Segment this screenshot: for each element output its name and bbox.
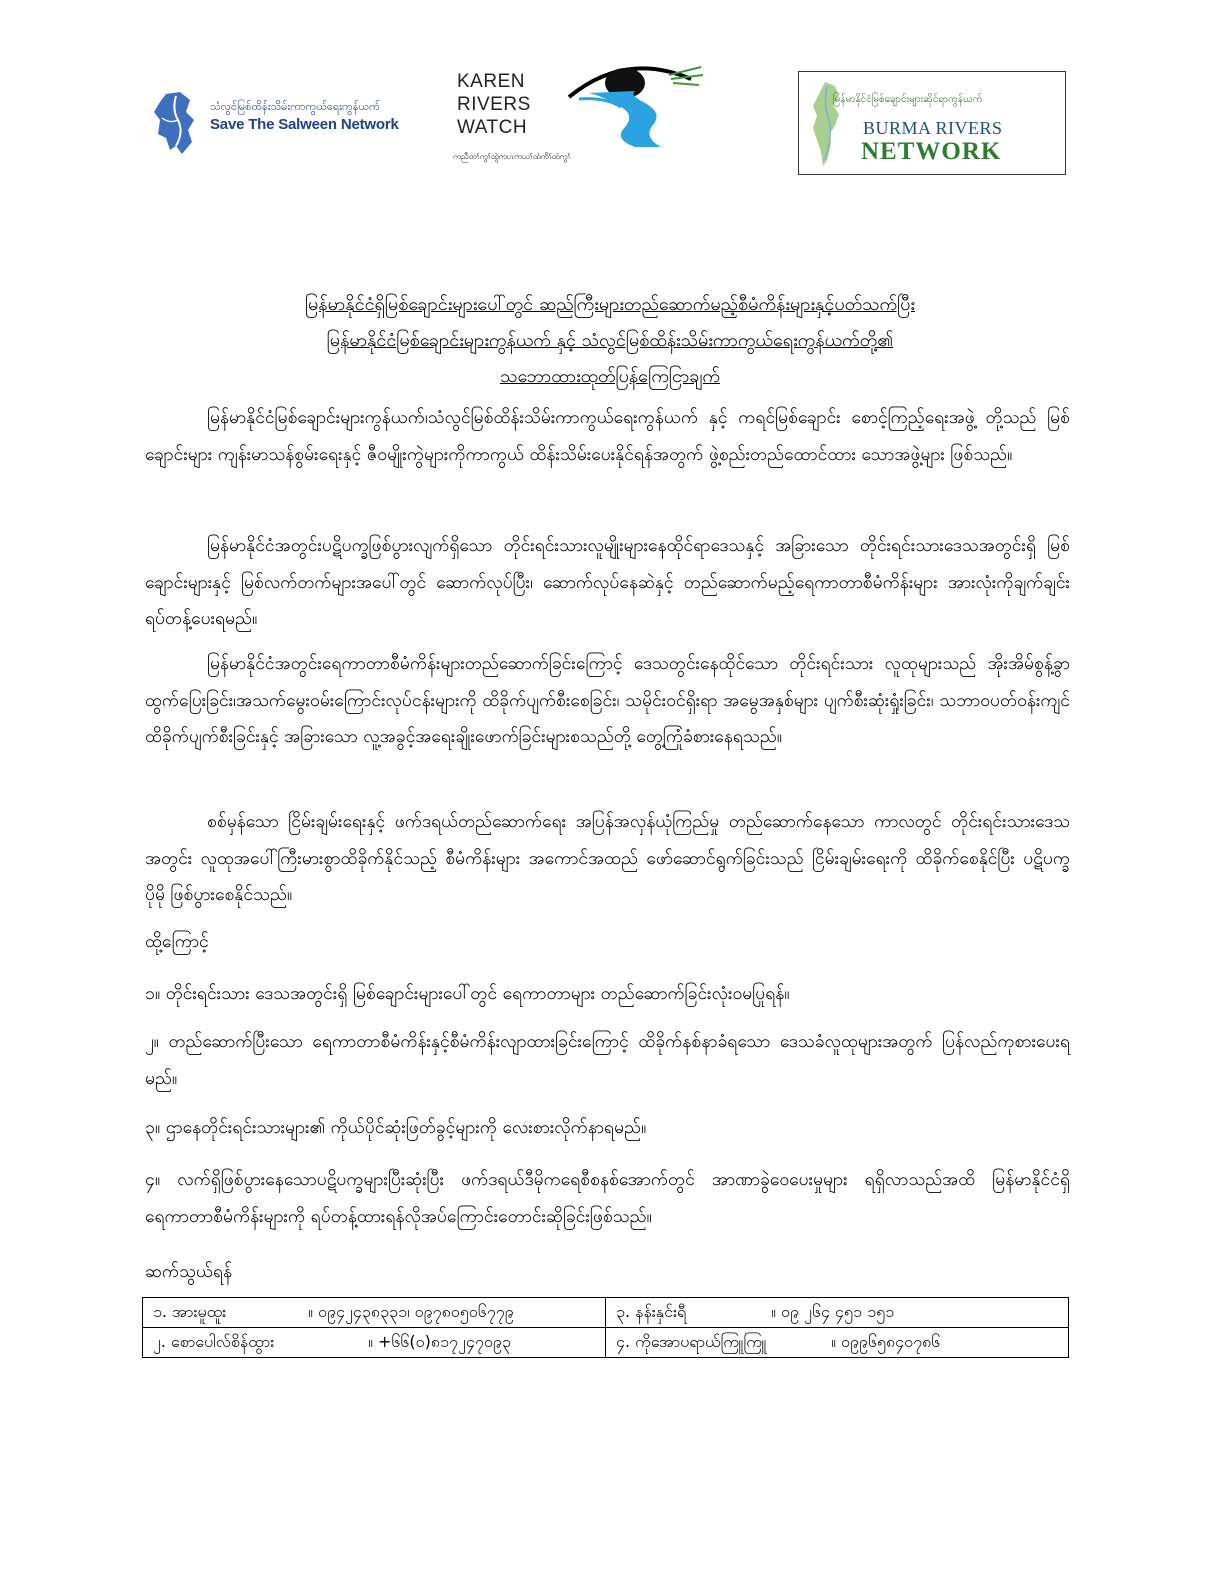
krw-logo-line1: KAREN [457,71,525,92]
contact-cell [143,1298,606,1328]
krw-logo-line2: RIVERS [457,94,531,115]
krw-logo-line3: WATCH [457,117,528,138]
contact-cell [143,1328,606,1358]
paragraph-intro: မြန်မာနိုင်ငံမြစ်ချောင်းများကွန်ယက်၊သံလွင်မြစ်ထိန်းသိမ်းကာကွယ်ရေးကွန်ယက် နှင့် ကရင်မြစ်ချောင်း စောင့်ကြည့်ရေးအဖွဲ့ တို့သည် မြစ်ချောင်းများ ကျန်းမာသန်စွမ်းရေးနှင့် ဇီဝမျိုးကွဲများကိုကာကွယ် ထိန်းသိမ်းပေးနိုင်ရန်အတွက် ဖွဲ့စည်းတည်ထောင်ထား သောအဖွဲ့များ ဖြစ်သည်။ [145,408,1070,465]
paragraph-demand-context: မြန်မာနိုင်ငံအတွင်းပဋိပက္ခဖြစ်ပွားလျက်ရှိသော တိုင်းရင်းသားလူမျိုးများနေထိုင်ရာဒေသနှင့် အခြားသော တိုင်းရင်းသားဒေသအတွင်းရှိ မြစ်ချောင်းများနှင့် မြစ်လက်တက်များအပေါ်တွင် ဆောက်လုပ်ပြီး၊ ဆောက်လုပ်နေဆဲနှင့် တည်ဆောက်မည့်ရေကာတာစီမံကိန်းများ အားလုံးကိုချက်ချင်း ရပ်တန့်ပေးရမည်။ [145,536,1070,629]
demand-item-4: ၄။ လက်ရှိဖြစ်ပွားနေသောပဋိပက္ခများပြီးဆုံးပြီး ဖက်ဒရယ်ဒီမိုကရေစီစနစ်အောက်တွင် အာဏာခွဲဝေပေးမှုများ ရရှိလာသည်အထိ မြန်မာနိုင်ငံရှိ ရေကာတာစီမံကိန်းများကို ရပ်တန့်ထားရန်လိုအပ်ကြောင်းတောင်းဆိုခြင်းဖြစ်သည်။ [145,1170,1070,1227]
contact-phone: ။ +၆၆(၀)၈၁၇၂၄၇၀၉၃ [368,1331,511,1351]
demand-item-1: ၁။ တိုင်းရင်းသား ဒေသအတွင်းရှိ မြစ်ချောင်းများပေါ်တွင် ရေကာတာများ တည်ဆောက်ခြင်းလုံးဝမပြုရန်။ [145,984,790,1004]
paragraph-peace: စစ်မှန်သော ငြိမ်းချမ်းရေးနှင့် ဖက်ဒရယ်တည်ဆောက်ရေး အပြန်အလှန်ယုံကြည်မှု တည်ဆောက်နေသော ကာလတွင် တိုင်းရင်းသားဒေသအတွင်း လူထုအပေါ်ကြီးမားစွာထိခိုက်နိုင်သည့် စီမံကိန်းများ အကောင်အထည် ဖော်ဆောင်ရွက်ခြင်းသည် ငြိမ်းချမ်းရေးကို ထိခိုက်စေနိုင်ပြီး ပဋိပက္ခပိုမို ဖြစ်ပွားစေနိုင်သည်။ [145,812,1070,905]
contact-phone: ။ ၀၉ ၂၆၄ ၄၅၁ ၁၅၁ [771,1301,895,1321]
demand-item-3: ၃။ ဌာနေတိုင်းရင်းသားများ၏ ကိုယ်ပိုင်ဆုံးဖြတ်ခွင့်များကို လေးစားလိုက်နာရမည်။ [145,1118,647,1138]
brn-logo-mm-text: မြန်မာနိုင်ငံမြစ်ချောင်းများဆိုင်ရာကွန်ယက် [833,94,983,105]
contact-name: ၃. နန်းနှင်းရီ [616,1301,687,1321]
paragraph-impacts: မြန်မာနိုင်ငံအတွင်းရေကာတာစီမံကိန်းများတည်ဆောက်ခြင်းကြောင့် ဒေသတွင်းနေထိုင်သော တိုင်းရင်းသား လူထုများသည် အိုးအိမ်စွန့်ခွာထွက်ပြေးခြင်း၊အသက်မွေးဝမ်းကြောင်းလုပ်ငန်းများကို ထိခိုက်ပျက်စီးစေခြင်း၊ သမိုင်းဝင်ရှိးရာ အမွေအနှစ်များ ပျက်စီးဆုံးရှုံးခြင်း၊ သဘာဝပတ်ဝန်းကျင် ထိခိုက်ပျက်စီးခြင်းနှင့် အခြားသော လူ့အခွင့်အရေးချိုးဖောက်ခြင်းများစသည်တို့ တွေ့ကြုံခံစားနေရသည်။ [145,654,1070,747]
save-the-salween-logo [140,80,402,175]
statement-title-line1: မြန်မာနိုင်ငံရှိမြစ်ချောင်းများပေါ်တွင် ဆည်ကြီးများတည်ဆောက်မည့်စီမံကိန်းများနှင့်ပတ်သက်ပြီး [304,294,915,315]
brn-logo-en-line2: NETWORK [861,138,1002,165]
brn-logo-en-line1: BURMA RIVERS [863,118,1003,138]
table-row [143,1328,1069,1358]
statement-title-line3: သဘောထားထုတ်ပြန်ကြေငြာချက် [500,366,720,387]
therefore-heading: ထို့ကြောင့် [145,932,209,952]
contact-phone: ။ ၀၉၄၂၄၃၈၃၃၁၊ ၀၉၇၈၀၅၀၆၇၇၉ [308,1301,514,1321]
eye-river-icon [565,57,705,149]
table-row [143,1298,1069,1328]
salween-map-logo-icon [146,90,204,158]
burma-rivers-network-logo [798,71,1066,175]
salween-logo-mm-text: သံလွင်မြစ်ထိန်းသိမ်းကာကွယ်ရေးကွန်ယက် [210,100,380,113]
contact-name: ၂. စောပေါလ်စိန်ထွား [153,1331,275,1351]
contact-cell [606,1328,1069,1358]
statement-title-line2: မြန်မာနိုင်ငံမြစ်ချောင်းများကွန်ယက် နှင့် သံလွင်မြစ်ထိန်းသိမ်းကာကွယ်ရေးကွန်ယက်တို့၏ [326,330,894,351]
karen-rivers-watch-logo [445,55,707,167]
contact-heading: ဆက်သွယ်ရန် [145,1262,233,1282]
contact-phone: ။ ၀၉၉၆၅၈၄၀၇၈၆ [831,1331,941,1351]
demand-item-2: ၂။ တည်ဆောက်ပြီးသော ရေကာတာစီမံကိန်းနှင့်စီမံကိန်းလျာထားခြင်းကြောင့် ထိခိုက်နစ်နာခံရသော ဒေသခံလူထုများအတွက် ပြန်လည်ကုစားပေးရမည်။ [145,1032,1070,1089]
krw-logo-subtitle: ကညီတၢ်ကွၢ်ထွဲကပၤကယၢ်ထံကိၢ်ထံကွၢ် [453,152,571,161]
contact-cell [606,1298,1069,1328]
contact-name: ၁. အားမူထူး [153,1301,227,1321]
contact-table [142,1297,1069,1358]
contact-name: ၄. ကိုအောပရာယ်ကြူကြူ [616,1331,767,1351]
salween-logo-en-text: Save The Salween Network [210,116,399,133]
